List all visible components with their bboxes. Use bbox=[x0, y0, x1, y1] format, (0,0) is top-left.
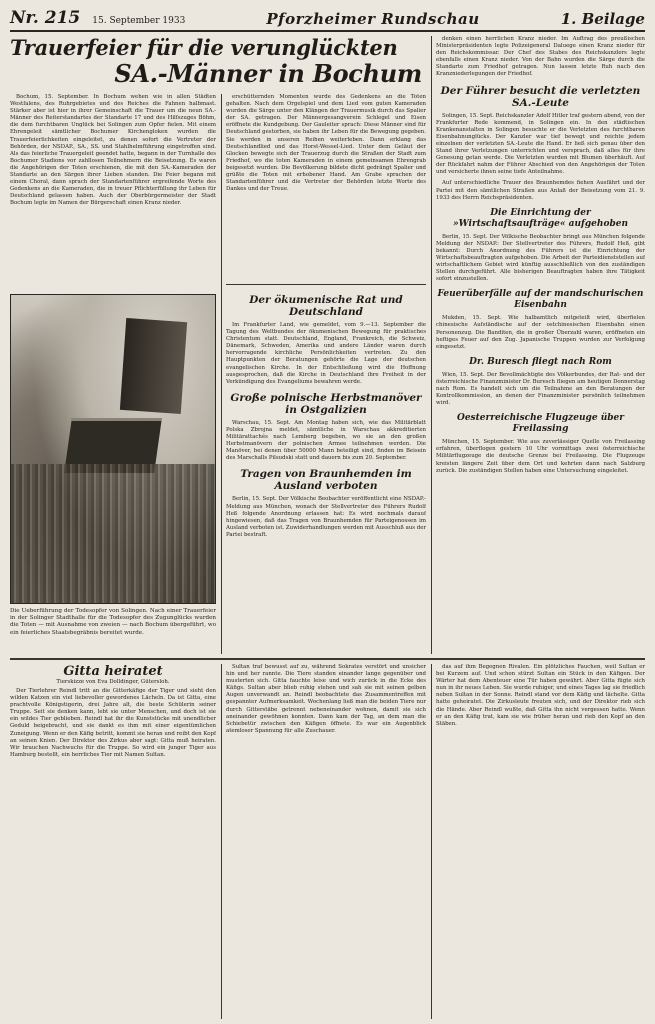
oekumenischer-rat-text: Im Frankfurter Land, wie gemeldet, vom 9.—13. September die Tagung des Weltbundes der ökumenischen Bewegung für praktisches Christentum statt. Deutschland, England, Frankreich, die Schweiz, Dänemark, Schweden, Amerika und andere Länder waren durch hervorragende kirchliche Persönlichkeiten vertreten. Zu den Hauptpunkten der Beratungen gehörte die Lage der deutschen evangelischen Kirche. In der Entschließung wird die Hoffnung ausgesprochen, daß die Kirche in Deutschland ihre Freiheit in der Verkündigung des Evangeliums bewahren werde. bbox=[226, 322, 426, 385]
story-col3-text: das auf ihm Begegnen Rivalen. Ein plötzliches Fauchen, weil Sultan er bei Kurzem auf. Und schon stürzt Sultan ein Stück in den Käfigen. Der Wärter hat dem Abenteuer eine Tür haben gewährt. Aber Gitta fügte sich nun in ihr neues Leben. Sie wurde ruhiger, und eines Tages lag sie friedlich neben Sultan in der Sonne. Reindl stand vor dem Käfig und lächelte. Gitta hatte geheiratet. Die Zirkusleute freuten sich, und der Direktor rieb sich die Hände. Aber Reindl wußte, daß Gitta ihn nicht vergessen hatte. Wenn er an den Käfig trat, kam sie wie früher heran und rieb den Kopf an den Stäben. bbox=[436, 664, 645, 727]
heading-wirtschaftsauftraege: Die Einrichtung der »Wirtschaftsaufträge« aufgehoben bbox=[452, 207, 629, 229]
polnische-manoever-text: Warschau, 15. Sept. Am Montag haben sich, wie das Militärblatt Polska Zbrojna meldet, sämtliche in Warschau akkreditierten Militärattachés nach Lemberg begeben, wo sie an den großen Herbstmanövern der polnischen Armee teilnehmen werden. Die Manöver, bei denen über 50000 Mann beteiligt sind, finden im Beisein des Marschalls Pilsudski statt und dauern bis zum 20. September. bbox=[226, 419, 426, 462]
feuerueberfaelle-text: Mukden, 15. Sept. Wie halbamtlich mitgeteilt wird, überfielen chinesische Aufständische auf der ostchinesischen Eisenbahn einen Personenzug. Die Banditen, die in großer Überzahl waren, eröffneten ein heftiges Feuer auf den Zug. Japanische Truppen wurden zur Verfolgung eingesetzt. bbox=[436, 315, 645, 350]
photo-caption: Die Ueberführung der Todesopfer von Solingen. Nach einer Trauerfeier in der Solinger Stadthalle für die Todesopfer des Zugunglücks wurden die Toten — mit Ausnahme von zweien — nach Bochum übergeführt, wo ein feierliches Staatsbegräbnis bereitet wurde. bbox=[10, 608, 216, 636]
feuilleton-rule bbox=[10, 658, 645, 660]
heading-oekumenischer-rat: Der ökumenische Rat und Deutschland bbox=[249, 294, 403, 318]
heading-polnische-manoever: Große polnische Herbstmanöver in Ostgalizien bbox=[230, 391, 422, 416]
issue-date: 15. September 1933 bbox=[92, 16, 186, 26]
section-rule bbox=[226, 284, 426, 285]
story-col1-text: Der Tierlehrer Reindl tritt an die Gitterkäfige der Tiger und sieht den wilden Katzen ein viel liebevoller gewordenes Lächeln. Da ist Gitta, eine prachtvolle Königstigerin, drei Jahre alt, die beste Schülerin seiner Truppe. Seit sie denken kann, lebt sie unter Menschen, und doch ist sie ein wildes Tier geblieben. Reindl hat ihr die Kunststücke mit unendlicher Geduld beigebracht, und sie dankt es ihm mit einer eigentümlichen Zuneigung. Wenn er den Käfig betritt, kommt sie heran und reibt den Kopf an seinen Knien. Der Direktor des Zirkus aber sagt: Gitta muß heiraten. Wir brauchen Nachwuchs für die Truppe. So wird ein junger Tiger aus Hamburg bestellt, ein herrliches Tier mit Namen Sultan. bbox=[10, 688, 216, 758]
lead-headline-line1: Trauerfeier für die verunglückten bbox=[10, 35, 398, 60]
lead-col2-text: erschütternden Momenten wurde des Gedenkens an die Toten gehalten. Nach dem Orgelspiel und dem Lied vom guten Kameraden wurden die Särge unter den Klängen der Trauermusik durch das Spalier der SA. getragen. Der Männergesangverein Schlegel und Eisen eröffnete die Kundgebung. Der Gauleiter sprach: Diese Männer sind für Deutschland gestorben, sie haben ihr Leben für die Bewegung gegeben. Sie werden in unseren Reihen weiterleben. Dann erklang das Deutschlandlied und das Horst-Wessel-Lied. Unter dem Geläut der Glocken bewegte sich der Trauerzug durch die Straßen der Stadt zum Friedhof, wo die toten Kameraden in einem gemeinsamen Ehrengrab beigesetzt wurden. Die Bevölkerung bildete dicht gedrängt Spalier und grüßte die Toten mit erhobener Hand. Am Grabe sprachen der Standartenführer und die Vertreter der Behörden letzte Worte des Dankes und der Treue. bbox=[226, 94, 426, 193]
heading-fuehrer-besucht: Der Führer besucht die verletzten SA.-Leute bbox=[440, 84, 641, 109]
notice-text: Auf unterschiedliche Trauer des Braunhemdes fiehen Ausfährt und der Partei mit den sämtlichen Straßen aus Anlaß der Beisetzung vom 21. 9. 1933 des Herrn Reichspräsidenten. bbox=[436, 180, 645, 201]
story-column-1 bbox=[10, 664, 216, 1019]
story-title: Gitta heiratet bbox=[63, 664, 163, 679]
right-column bbox=[436, 36, 645, 654]
story-col2-text: Sultan traf bewusst auf zu, während Sokrates verstört und unsicher hin und her rannte. Die Tiere standen einander lange gegenüber und musterten sich. Gitta fauchte leise und wich zurück in die Ecke des Käfigs. Sultan aber blieb ruhig stehen und sah sie mit seinen gelben Augen unverwandt an. Reindl beobachtete das Zusammentreffen mit gespannter Aufmerksamkeit. Wochenlang ließ man die beiden Tiere nur durch Gitterstäbe getrennt nebeneinander wohnen, damit sie sich aneinander gewöhnen konnten. Dann kam der Tag, an dem man die Schiebetür zwischen den Käfigen öffnete. Es war ein Augenblick atemloser Spannung für alle Zuschauer. bbox=[226, 664, 426, 734]
heading-flugzeuge: Oesterreichische Flugzeuge über Freilassing bbox=[456, 413, 625, 435]
lead-column-2 bbox=[226, 94, 426, 280]
heading-braunhemden: Tragen von Braunhemden im Ausland verboten bbox=[240, 468, 412, 493]
top-section bbox=[10, 36, 645, 656]
feuilleton-section bbox=[10, 664, 645, 1019]
story-column-3 bbox=[436, 664, 645, 1019]
issue-number: Nr. 215 bbox=[10, 8, 81, 28]
lead-headline-line2: SA.-Männer in Bochum bbox=[114, 59, 422, 88]
story-rule-1 bbox=[221, 664, 222, 1019]
supplement-label: 1. Beilage bbox=[560, 10, 645, 28]
fuehrer-besucht-text: Solingen, 15. Sept. Reichskanzler Adolf Hitler traf gestern abend, von der Frankfurter Rede kommend, in Solingen ein. In den städtischen Krankenanstalten in Solingen besuchte er die Verletzten des furchtbaren Eisenbahnunglücks. Der Kanzler war tief bewegt und reichte jedem einzelnen der verletzten SA.-Leute die Hand. Er ließ sich genau über den Stand ihrer Verletzungen unterrichten und versprach, daß alles für ihre Genesung getan werde. Die Verletzten wurden mit Blumen überhäuft. Auf der Rückfahrt nahm der Führer Abschied von den Angehörigen der Toten und versicherte ihnen seine tiefe Anteilnahme. bbox=[436, 112, 645, 176]
braunhemden-text: Berlin, 15. Sept. Der Völkische Beobachter veröffentlicht eine NSDAP.-Meldung aus München, wonach der Stellvertreter des Führers Rudolf Heß folgende Anordnung erlassen hat: Es wird nochmals darauf hingewiesen, daß das Tragen von Braunhemden für Parteigenossen im Ausland verboten ist. Zuwiderhandlungen werden mit Ausschluß aus der Partei bestraft. bbox=[226, 496, 426, 538]
middle-column bbox=[226, 288, 426, 654]
lead-column-1 bbox=[10, 94, 216, 290]
column-rule bbox=[221, 94, 222, 654]
heading-buresch: Dr. Buresch fliegt nach Rom bbox=[469, 356, 612, 367]
newspaper-title: Pforzheimer Rundschau bbox=[266, 10, 480, 28]
story-rule-2 bbox=[431, 664, 432, 1019]
column-rule-right bbox=[431, 36, 432, 654]
story-column-2 bbox=[226, 664, 426, 1019]
heading-feuerueberfaelle: Feuerüberfälle auf der mandschurischen Eisenbahn bbox=[437, 289, 644, 311]
flugzeuge-text: München, 15. September. Wie aus zuverlässiger Quelle von Freilassing erfahren, überflogen gestern 10 Uhr vormittags zwei österreichische Militärflugzeuge die deutsche Grenze bei Freilassing. Die Flugzeuge kreisten längere Zeit über dem Ort und kehrten dann nach Salzburg zurück. Die zuständigen Stellen haben eine Untersuchung eingeleitet. bbox=[436, 439, 645, 474]
wirtschaftsauftraege-text: Berlin, 15. Sept. Der Völkische Beobachter bringt aus München folgende Meldung der NSDAP.: Der Stellvertreter des Führers, Rudolf Heß, gibt bekannt: Durch Anordnung des Führers ist die Einrichtung der Wirtschaftsbeauftragten aufgehoben. Die Arbeit der Parteidienststellen auf wirtschaftlichem Gebiet wird künftig ausschließlich von den zuständigen Stellen durchgeführt. Alle bisherigen Beauftragten haben ihre Tätigkeit sofort einzustellen. bbox=[436, 233, 645, 283]
story-byline: Tierskizze von Eva Dolldinger, Gütersloh. bbox=[56, 679, 170, 685]
funeral-photo bbox=[10, 294, 216, 604]
buresch-text: Wien, 15. Sept. Der Bevollmächtigte des Völkerbundes, der Rat- und der österreichische Finanzminister Dr. Buresch fliegen am heutigen Donnerstag nach Rom. Es handelt sich um die Teilnahme an den Beratungen der Kontrollkommission, an denen der Finanzminister persönlich teilnehmen wird. bbox=[436, 371, 645, 407]
masthead bbox=[10, 6, 645, 32]
right-col-top-text: denken einen herrlichen Kranz nieder. Im Auftrag des preußischen Ministerpräsidenten legte Polizeigeneral Daluege einen Kranz nieder für den Reichskommissar. Der Chef des Stabes des Reichskanzlers legte ebenfalls einen Kranz nieder. Von der Bahn wurden die Särge durch die Standarte zum Friedhof getragen. Nun lassen letzte Ruh nach den Kranzniederlegungen der Friedhof. bbox=[436, 36, 645, 78]
lead-headline bbox=[10, 36, 430, 88]
lead-col1-text: Bochum, 15. September. In Bochum wehen wie in allen Städten Westfalens, des Ruhrgebietes und des Reiches die Fahnen halbmast. Stärker aber ist hier in ihrer Gemeinschaft die Trauer um die neun SA.-Männer des Reiterstandartes der Standarte 17 und des Hilfszuges Böhm, die dem furchtbaren Unglück bei Solingen zum Opfer fielen. Mit einem Ehrengeleit sämtlicher Bochumer Kirchengloken wurden die Trauerfeierlichkeiten eingeleitet, zu denen sofort die Vertreter der Behörden, der NSDAP., SA., SS. und Stahlhelmführung eingetroffen sind. Als das feierliche Trauergeleit geendet hatte, begann in der Turnhalle des Bochumer Stadions vor zahllosen Teilnehmern die Beisetzung. Es waren die Angehörigen der Toten erschienen, die mit den SA.-Kameraden der Standarte an den Särgen ihrer Lieben standen. Die Feier begann mit einem Choral, dann sprach der Standartenführer ergreifende Worte des Gedenkens an die Kameraden, die in treuer Pflichterfüllung ihr Leben für Deutschland gelassen haben. Auch der Oberbürgermeister der Stadt Bochum legte im Namen der Bürgerschaft einen Kranz nieder. bbox=[10, 94, 216, 207]
